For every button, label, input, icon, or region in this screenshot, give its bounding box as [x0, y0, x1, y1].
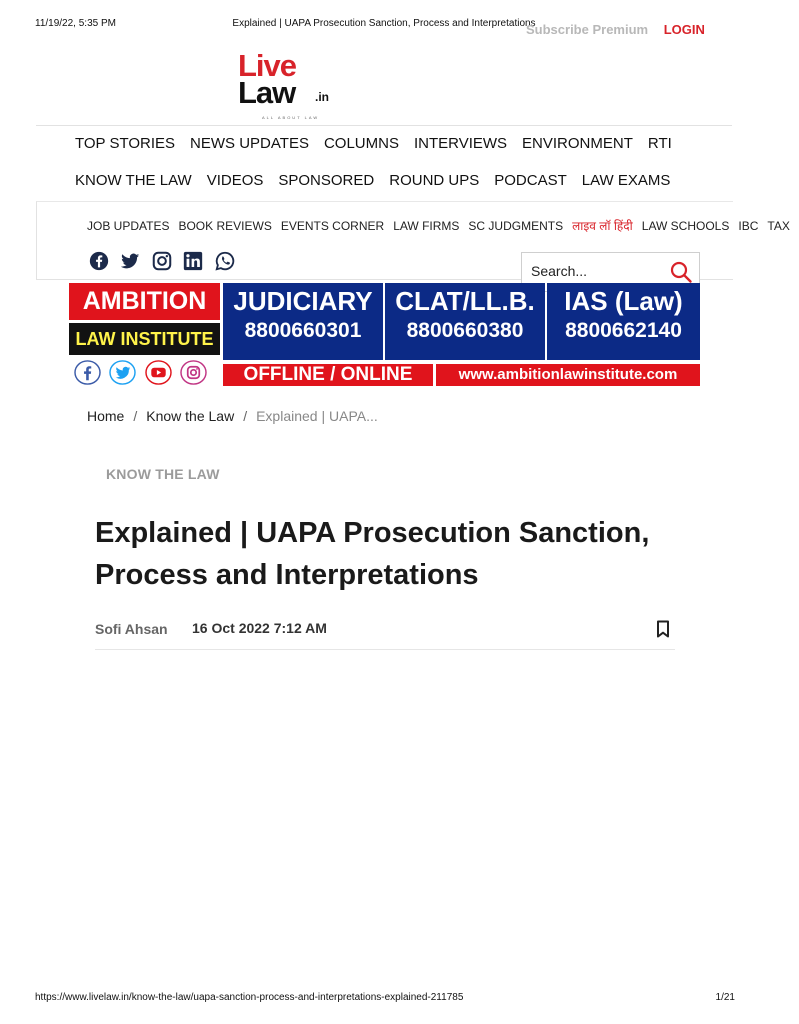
- bookmark-icon[interactable]: [655, 620, 671, 638]
- subnav-item-job-updates[interactable]: JOB UPDATES: [87, 219, 170, 233]
- nav-item-top-stories[interactable]: TOP STORIES: [75, 135, 176, 152]
- banner-course-name: IAS (Law): [564, 286, 683, 316]
- breadcrumb-current: Explained | UAPA...: [256, 408, 378, 424]
- print-page-number: 1/21: [715, 992, 735, 1003]
- banner-mode: OFFLINE / ONLINE: [223, 364, 433, 386]
- article-headline: Explained | UAPA Prosecution Sanction, Process and Interpretations: [95, 517, 650, 591]
- top-links: [526, 22, 705, 42]
- nav-item-videos[interactable]: VIDEOS: [206, 172, 264, 189]
- breadcrumb: [87, 408, 378, 424]
- logo-tagline: ALL ABOUT LAW: [262, 115, 320, 120]
- banner-brand: AMBITION: [69, 283, 220, 320]
- article-date: 16 Oct 2022 7:12 AM: [192, 620, 327, 636]
- main-nav-row-2: [75, 172, 685, 189]
- nav-item-interviews[interactable]: INTERVIEWS: [413, 135, 508, 152]
- breadcrumb-separator: /: [243, 408, 248, 424]
- print-page-title: Explained | UAPA Prosecution Sanction, Process and Interpretations: [232, 18, 536, 29]
- logo-tld-text: .in: [315, 90, 329, 104]
- subnav-item-tax[interactable]: TAX: [767, 219, 790, 233]
- breadcrumb-separator: /: [133, 408, 138, 424]
- ambition-ad-banner[interactable]: [69, 283, 700, 386]
- article-author[interactable]: Sofi Ahsan: [95, 621, 168, 637]
- subnav-item-book-reviews[interactable]: BOOK REVIEWS: [178, 219, 272, 233]
- subnav-item-events-corner[interactable]: EVENTS CORNER: [280, 219, 385, 233]
- social-links: [88, 250, 241, 272]
- main-nav-row-1: [75, 135, 687, 152]
- banner-social-icons: [74, 360, 211, 386]
- banner-clat: [385, 283, 545, 360]
- whatsapp-icon[interactable]: [214, 250, 236, 272]
- breadcrumb-section[interactable]: Know the Law: [146, 408, 235, 424]
- subnav-item-law-firms[interactable]: LAW FIRMS: [393, 219, 460, 233]
- subnav-item-ibc[interactable]: IBC: [738, 219, 759, 233]
- banner-course-phone: 8800660301: [244, 319, 362, 342]
- subnav-item-livelaw-hindi[interactable]: लाइव लॉ हिंदी: [572, 219, 633, 233]
- article-category[interactable]: KNOW THE LAW: [106, 466, 220, 482]
- banner-website: www.ambitionlawinstitute.com: [436, 364, 700, 386]
- banner-brand-sub: LAW INSTITUTE: [69, 323, 220, 355]
- nav-item-round-ups[interactable]: ROUND UPS: [389, 172, 480, 189]
- banner-course-phone: 8800662140: [565, 319, 682, 342]
- nav-item-law-exams[interactable]: LAW EXAMS: [581, 172, 671, 189]
- twitter-icon[interactable]: [119, 250, 141, 272]
- login-link[interactable]: LOGIN: [663, 22, 705, 37]
- search-icon[interactable]: [669, 260, 693, 284]
- nav-item-rti[interactable]: RTI: [647, 135, 672, 152]
- banner-course-name: JUDICIARY: [233, 286, 373, 316]
- youtube-icon: [145, 360, 172, 385]
- nav-item-columns[interactable]: COLUMNS: [323, 135, 399, 152]
- nav-item-podcast[interactable]: PODCAST: [494, 172, 567, 189]
- nav-item-sponsored[interactable]: SPONSORED: [278, 172, 375, 189]
- print-url: https://www.livelaw.in/know-the-law/uapa-sanction-process-and-interpretations-explained-211785: [35, 992, 464, 1003]
- search-input[interactable]: [531, 263, 661, 279]
- subnav-item-sc-judgments[interactable]: SC JUDGMENTS: [468, 219, 564, 233]
- nav-item-environment[interactable]: ENVIRONMENT: [522, 135, 633, 152]
- print-datetime: 11/19/22, 5:35 PM: [35, 18, 116, 29]
- site-logo[interactable]: [238, 50, 338, 120]
- twitter-icon: [109, 360, 136, 385]
- instagram-icon: [180, 360, 207, 385]
- banner-judiciary: [223, 283, 383, 360]
- banner-ias: [547, 283, 700, 360]
- meta-divider: [95, 649, 675, 650]
- nav-item-news-updates[interactable]: NEWS UPDATES: [190, 135, 309, 152]
- facebook-icon[interactable]: [88, 250, 110, 272]
- logo-live-text: Live: [238, 48, 297, 83]
- subscribe-premium-link[interactable]: Subscribe Premium: [526, 22, 649, 37]
- banner-course-name: CLAT/LL.B.: [395, 286, 535, 316]
- sub-nav: [87, 217, 790, 234]
- nav-item-know-the-law[interactable]: KNOW THE LAW: [75, 172, 192, 189]
- header-divider: [36, 125, 732, 126]
- breadcrumb-home[interactable]: Home: [87, 408, 125, 424]
- banner-course-phone: 8800660380: [406, 319, 524, 342]
- subnav-item-law-schools[interactable]: LAW SCHOOLS: [641, 219, 730, 233]
- facebook-icon: [74, 360, 101, 385]
- logo-law-text: Law: [238, 75, 296, 110]
- linkedin-icon[interactable]: [182, 250, 204, 272]
- instagram-icon[interactable]: [151, 250, 173, 272]
